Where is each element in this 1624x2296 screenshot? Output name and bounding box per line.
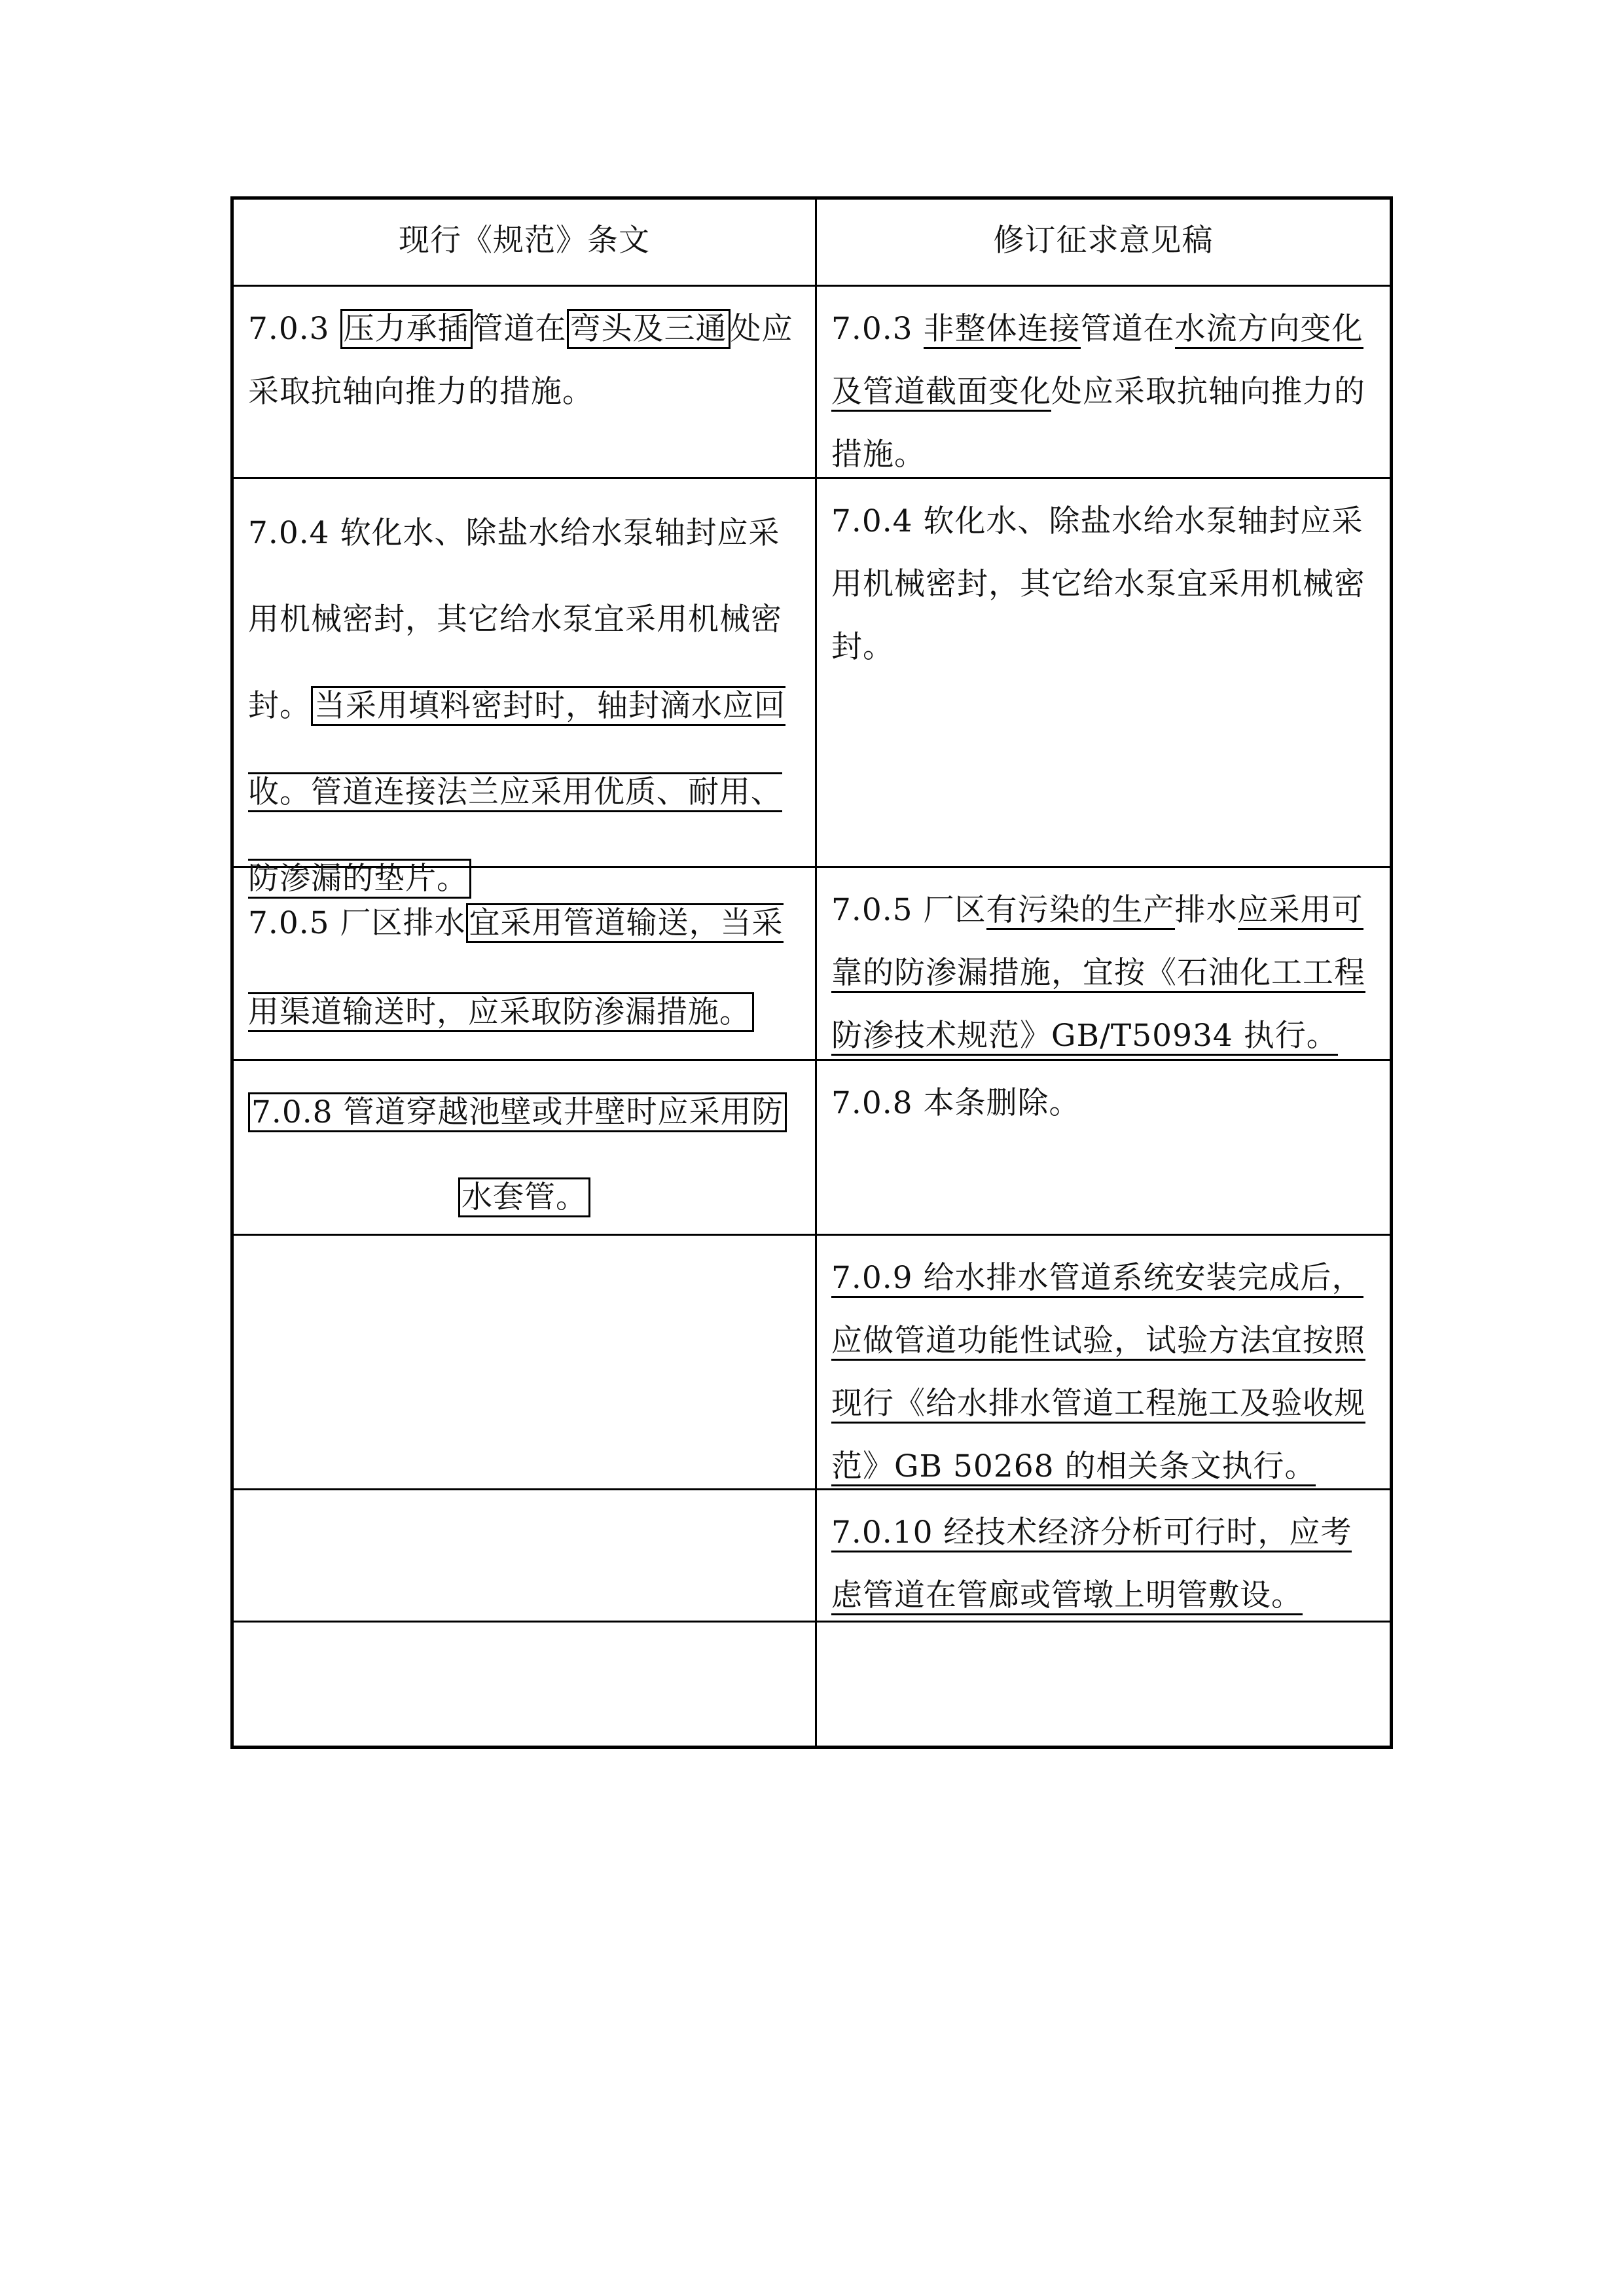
clause-7-0-10-revised [817,1501,1390,1627]
clause-7-0-5-current [234,879,815,1057]
clause-text: 管道在 [1080,311,1175,347]
clause-number: 7.0.3 [831,311,924,347]
clause-7-0-5-revised [817,879,1390,1067]
clause-text: 7.0.5 厂区排水 [248,905,466,941]
clause-7-0-3-current [234,298,815,423]
clause-7-0-9-revised [817,1247,1390,1498]
clause-7-0-8-current [234,1070,815,1240]
clause-7-0-8-revised [817,1072,1390,1135]
underlined-text: 7.0.10 经技术经济分析可行时，应考虑管道在管廊或管墩上明管敷设。 [831,1515,1352,1615]
underlined-text: 非整体连接 [924,311,1081,349]
boxed-text: 压力承插 [340,309,473,349]
clause-7-0-4-revised [817,490,1390,679]
boxed-text: 弯头及三通 [567,309,731,349]
boxed-text: 7.0.8 管道穿越池壁或井壁时应采用防 [248,1092,787,1132]
boxed-text: 当采用填料密封时，轴封滴水应回收。管道连接法兰应采用优质、耐用、防渗漏的垫片。 [248,686,785,899]
clause-text: 7.0.4 软化水、除盐水给水泵轴封应采用机械密封，其它给水泵宜采用机械密封。 [248,515,782,724]
clause-7-0-3-revised [817,298,1390,486]
underlined-text: 水流方向变化及管道截面变化 [831,311,1363,412]
underlined-text: 应采用可靠的防渗漏措施，宜按《石油化工工程防渗技术规范》GB/T50934 执行。 [831,892,1365,1056]
clause-text: 处应采取抗轴向推力的措施。 [248,311,793,410]
comparison-table [230,196,1393,1749]
clause-number: 7.0.5 厂区 [831,892,986,928]
clause-text: 7.0.8 本条删除。 [831,1085,1081,1121]
clause-text: 处应采取抗轴向推力的措施。 [831,374,1365,473]
underlined-text: 7.0.9 给水排水管道系统安装完成后，应做管道功能性试验，试验方法宜按照现行《给水排水管道工程施工及验收规范》GB 50268 的相关条文执行。 [831,1260,1365,1486]
header-current-clause: 现行《规范》条文 [399,223,650,259]
boxed-text: 水套管。 [458,1177,590,1217]
clause-text: 管道在 [472,311,567,347]
clause-number: 7.0.3 [248,311,340,347]
underlined-text: 有污染的生产 [986,892,1175,930]
boxed-text: 宜采用管道输送，当采用渠道输送时，应采取防渗漏措施。 [248,903,784,1032]
row-divider [234,285,1390,287]
header-revision-draft: 修订征求意见稿 [993,223,1214,259]
clause-text: 排水 [1174,892,1238,928]
clause-7-0-4-current [234,490,815,922]
clause-text: 7.0.4 软化水、除盐水给水泵轴封应采用机械密封，其它给水泵宜采用机械密封。 [831,503,1365,665]
